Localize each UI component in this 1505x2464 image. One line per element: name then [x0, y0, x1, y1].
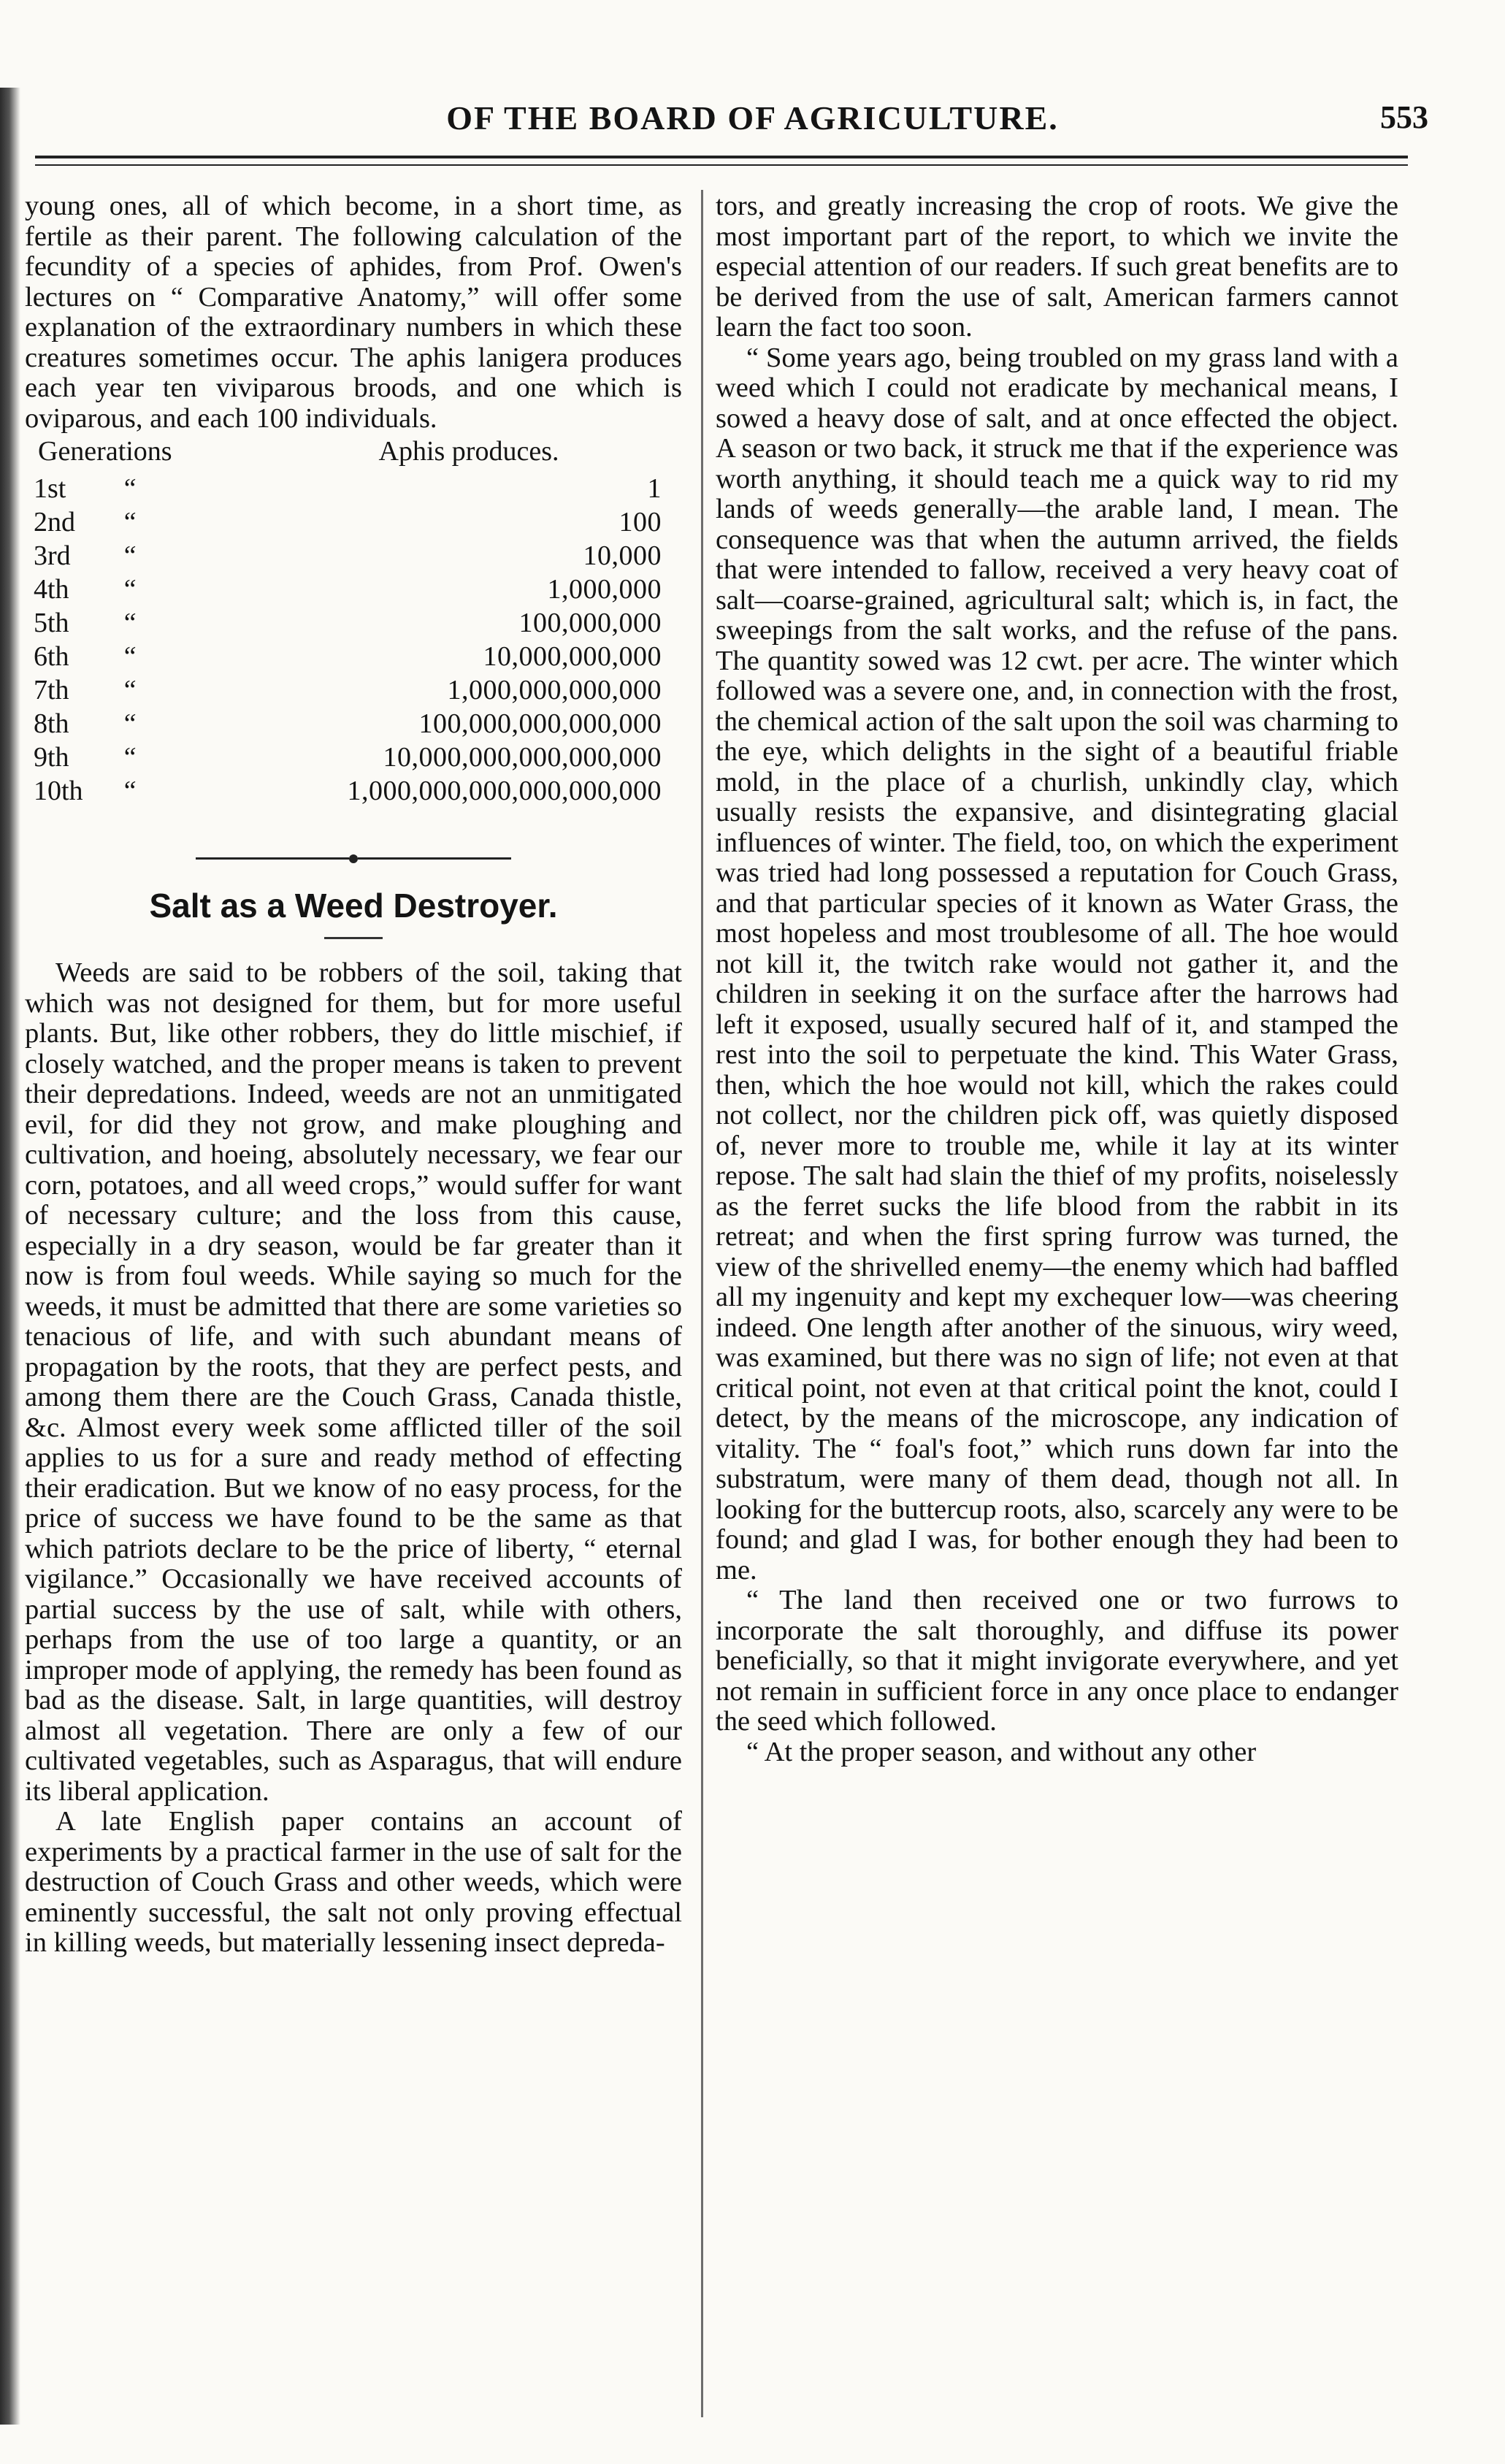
- generation-label: 7th: [34, 674, 69, 705]
- left-column: [25, 191, 682, 1959]
- aphis-count: 10,000,000,000,000,000: [383, 741, 662, 773]
- aphis-table-row: [25, 539, 682, 573]
- right-paragraph-1: tors, and greatly increasing the crop of roots. We give the most important part of the report, to which we invite the especial attention of our readers. If such great benefits are to be derived from the use of salt, American farmers cannot learn the fact too soon.: [716, 191, 1398, 343]
- ditto-mark: “: [121, 607, 137, 638]
- ditto-mark: “: [121, 573, 137, 605]
- column-divider: [701, 190, 703, 2417]
- aphis-table-row: [25, 606, 682, 640]
- ditto-mark: “: [121, 674, 137, 705]
- right-paragraph-4: “ At the proper season, and without any other: [746, 1736, 1257, 1767]
- aphis-count: 100,000,000: [518, 607, 662, 638]
- aphis-count: 100: [619, 506, 662, 537]
- aphis-count: 1,000,000: [547, 573, 662, 605]
- aphis-count: 10,000: [583, 540, 662, 571]
- aphis-count: 1: [647, 472, 662, 504]
- title-underline: [324, 937, 383, 939]
- generation-label: 6th: [34, 640, 69, 672]
- aphis-count: 10,000,000,000: [483, 640, 662, 672]
- aphis-table-row: [25, 707, 682, 741]
- generation-label: 5th: [34, 607, 69, 638]
- article-paragraph-1: Weeds are said to be robbers of the soil, taking that which was not designed for them, but for more useful plants. But, like other robbers, they do little mischief, if closely watched, and the proper means is taken to prevent their depredations. Indeed, weeds are not an unmitigated evil, for did they not grow, and make ploughing and cultivation, and hoeing, absolutely necessary, we fear our corn, potatoes, and all weed crops,” would suffer for want of necessary culture; and the loss from this cause, especially in a dry season, would be far greater than it now is from foul weeds. While saying so much for the weeds, it must be admitted that there are some varieties so tenacious of life, and with such abundant means of propagation by the roots, that they are perfect pests, and among them there are the Couch Grass, Canada thistle, &c. Almost every week some afflicted tiller of the soil applies to us for a sure and ready method of effecting their eradication. But we know of no easy process, for the price of success we have found to be the same as that which patriots declare to be the price of liberty, “ eternal vigilance.” Occasionally we have received accounts of partial success by the use of salt, while with others, perhaps from the use of too large a quantity, or an improper mode of applying, the remedy has been found as bad as the disease. Salt, in large quantities, will destroy almost all vegetation. There are only a few of our cultivated vegetables, such as Asparagus, that will endure its liberal application.: [25, 957, 682, 1807]
- aphis-count: 1,000,000,000,000,000,000: [347, 775, 662, 806]
- aphis-table-header: [25, 437, 682, 467]
- aphis-produces-header: Aphis produces.: [378, 436, 559, 467]
- right-paragraph-3: “ The land then received one or two furrows to incorporate the salt thoroughly, and diffuse its power beneficially, so that it might invigorate everywhere, and yet not remain in sufficient force in any once place to endanger the seed which followed.: [716, 1585, 1398, 1737]
- ditto-mark: “: [121, 472, 137, 504]
- header-rule-thick: [35, 156, 1408, 158]
- aphis-table-row: [25, 573, 682, 606]
- generation-label: 1st: [34, 472, 66, 504]
- ditto-mark: “: [121, 708, 137, 739]
- page-number: 553: [1380, 99, 1428, 135]
- binding-gutter-shadow: [0, 88, 20, 2425]
- generation-label: 3rd: [34, 540, 71, 571]
- ornament-line-right: [358, 857, 511, 860]
- section-ornament: [25, 852, 682, 866]
- intro-paragraph: young ones, all of which become, in a short time, as fertile as their parent. The following calculation of the fecundity of a species of aphides, from Prof. Owen's lectures on “ Comparative Anatomy,” will offer some explanation of the extraordinary numbers in which these creatures sometimes occur. The aphis lanigera produces each year ten viviparous broods, and one which is oviparous, and each 100 individuals.: [25, 191, 682, 434]
- ornament-line-left: [196, 857, 349, 860]
- ditto-mark: “: [121, 775, 137, 806]
- ditto-mark: “: [121, 506, 137, 537]
- ditto-mark: “: [121, 640, 137, 672]
- ditto-mark: “: [121, 741, 137, 773]
- aphis-table-row: [25, 505, 682, 539]
- aphis-table-row: [25, 640, 682, 673]
- article-paragraph-2: A late English paper contains an account of experiments by a practical farmer in the use of salt for the destruction of Couch Grass and other weeds, which were eminently successful, the salt not only proving effectual in killing weeds, but materially lessening insect depreda-: [25, 1806, 682, 1958]
- aphis-count: 1,000,000,000,000: [447, 674, 662, 705]
- generation-label: 10th: [34, 775, 83, 806]
- aphis-table-row: [25, 741, 682, 774]
- aphis-count: 100,000,000,000,000: [418, 708, 662, 739]
- right-paragraph-2: “ Some years ago, being troubled on my grass land with a weed which I could not eradicate by mechanical means, I sowed a heavy dose of salt, and at once effected the object. A season or two back, it struck me that if the experience was worth anything, it should teach me a quick way to rid my lands of weeds generally—the arable land, I mean. The consequence was that when the autumn arrived, the fields that were intended to fallow, received a very heavy coat of salt—coarse-grained, agricultural salt; which is, in fact, the sweepings from the salt works, and the refuse of the pans. The quantity sowed was 12 cwt. per acre. The winter which followed was a severe one, and, in connection with the frost, the chemical action of the salt upon the soil was charming to the eye, which delights in the sight of a beautiful friable mold, in the place of a churlish, unkindly clay, which usually resists the expansive, and disintegrating glacial influences of winter. The field, too, on which the experiment was tried had long possessed a reputation for Couch Grass, and that particular species of it known as Water Grass, the most hopeless and most troublesome of all. The hoe would not kill it, the twitch rake would not gather it, and the children in seeking it on the surface after the harrows had left it exposed, usually secured half of it, and stamped the rest into the soil to perpetuate the kind. This Water Grass, then, which the hoe would not kill, which the rakes could not collect, nor the children pick off, was quietly disposed of, never more to trouble me, while it lay at its winter repose. The salt had slain the thief of my profits, noiselessly as the ferret sucks the life blood from the rabbit in its retreat; and when the first spring furrow was turned, the view of the shrivelled enemy—the enemy which had baffled all my ingenuity and kept my exchequer low—was cheering indeed. One length after another of the sinuous, wiry weed, was examined, but there was no sign of life; not even at that critical point, not even at that critical point the knot, could I detect, by the means of the microscope, any indication of vitality. The “ foal's foot,” which runs down far into the substratum, were many of them dead, though not all. In looking for the buttercup roots, also, scarcely any were to be found; and glad I was, for bother enough they had been to me.: [716, 342, 1398, 1585]
- generation-label: 9th: [34, 741, 69, 773]
- ditto-mark: “: [121, 540, 137, 571]
- ornament-dot: [349, 854, 358, 863]
- header-rule-thin: [35, 164, 1408, 166]
- generations-header: Generations: [38, 436, 172, 467]
- generation-label: 2nd: [34, 506, 75, 537]
- right-column: [716, 191, 1398, 1767]
- running-header: [0, 99, 1505, 150]
- aphis-table-row: [25, 472, 682, 505]
- aphis-table-row: [25, 673, 682, 707]
- section-title: Salt as a Weed Destroyer.: [149, 886, 558, 925]
- aphis-table-row: [25, 774, 682, 808]
- generation-label: 8th: [34, 708, 69, 739]
- running-title: OF THE BOARD OF AGRICULTURE.: [446, 99, 1059, 137]
- aphis-table: [25, 472, 682, 808]
- generation-label: 4th: [34, 573, 69, 605]
